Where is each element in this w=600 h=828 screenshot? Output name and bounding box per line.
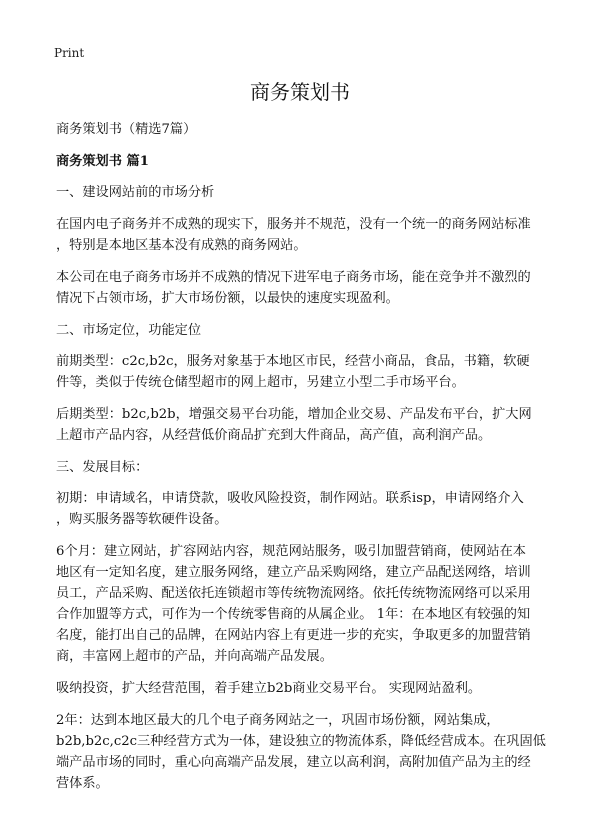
paragraph-line: 本公司在电子商务市场并不成熟的情况下进军电子商务市场，能在竞争并不激烈的 [56, 270, 531, 285]
paragraph-line: 员工，产品采购、配送依托连锁超市等传统物流网络。依托传统物流网络可以采用 [56, 586, 531, 601]
section-heading: 商务策划书 篇1 [56, 154, 149, 169]
paragraph-line: 端产品市场的同时，重心向高端产品发展，建立以高利润，高附加值产品为主的经 [56, 755, 531, 770]
paragraph-line: 地区有一定知名度，建立服务网络，建立产品采购网络，建立产品配送网络，培训 [56, 565, 531, 580]
paragraph-line: 情况下占领市场，扩大市场份额，以最快的速度实现盈利。 [56, 291, 399, 306]
paragraph-line: 上超市产品内容，从经营低价商品扩充到大件商品，高产值，高利润产品。 [56, 428, 492, 443]
paragraph-line: 前期类型：c2c,b2c，服务对象基于本地区市民，经营小商品，食品，书籍，软硬 [56, 354, 530, 369]
paragraph-line: 吸纳投资，扩大经营范围，着手建立b2b商业交易平台。 实现网站盈利。 [56, 681, 482, 696]
paragraph-line: b2b,b2c,c2c三种经营方式为一体，建设独立的物流体系，降低经营成本。在巩固低 [56, 734, 546, 749]
page-title: 商务策划书 [250, 80, 350, 104]
paragraph-line: ，特别是本地区基本没有成熟的商务网站。 [56, 238, 307, 253]
heading-goals: 三、发展目标： [56, 460, 149, 475]
paragraph-line: 2年：达到本地区最大的几个电子商务网站之一，巩固市场份额，网站集成， [56, 713, 500, 728]
paragraph-line: 初期：申请域名，申请贷款，吸收风险投资，制作网站。联系isp，申请网络介入 [56, 491, 524, 506]
document-subtitle: 商务策划书（精选7篇） [56, 122, 197, 137]
paragraph-line: 在国内电子商务并不成熟的现实下，服务并不规范，没有一个统一的商务网站标准 [56, 217, 531, 232]
paragraph-line: 合作加盟等方式，可作为一个传统零售商的从属企业。 1年：在本地区有较强的知 [56, 607, 531, 622]
paragraph-line: 名度，能打出自己的品牌，在网站内容上有更进一步的充实，争取更多的加盟营销 [56, 628, 531, 643]
paragraph-line: 6个月：建立网站，扩容网站内容，规范网站服务，吸引加盟营销商，使网站在本 [56, 544, 526, 559]
paragraph-line: 件等，类似于传统仓储型超市的网上超市，另建立小型二手市场平台。 [56, 375, 465, 390]
paragraph-line: 商，丰富网上超市的产品，并向高端产品发展。 [56, 649, 333, 664]
print-link[interactable]: Print [54, 46, 85, 60]
paragraph-line: 营体系。 [56, 776, 109, 791]
paragraph-line: 后期类型：b2c,b2b，增强交易平台功能，增加企业交易、产品发布平台，扩大网 [56, 407, 532, 422]
heading-positioning: 二、市场定位，功能定位 [56, 323, 202, 338]
paragraph-line: ，购买服务器等软硬件设备。 [56, 512, 228, 527]
heading-market-analysis: 一、建设网站前的市场分析 [56, 185, 215, 200]
